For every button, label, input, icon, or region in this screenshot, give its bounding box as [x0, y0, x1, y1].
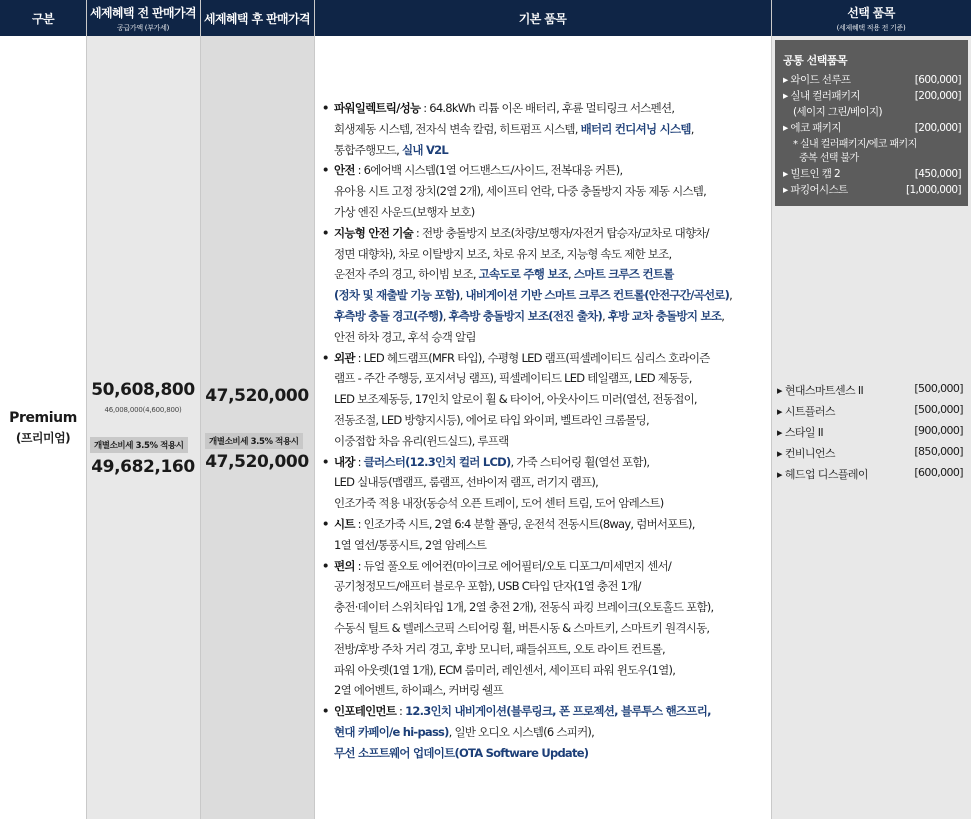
header-price-before-label: 세제혜택 전 판매가격 [89, 5, 197, 20]
price-before: 50,608,800 [91, 380, 195, 400]
feature-text: 유아용 시트 고정 장치(2열 2개), 세이프티 언락, 다중 충돌방지 자동 제동 시스템, [334, 184, 707, 199]
bullet-icon: • [322, 350, 329, 365]
feature-text: 2열 에어벤트, 하이패스, 커버링 쉘프 [334, 683, 504, 698]
option-label: ▸ 현대스마트센스 II [777, 384, 864, 397]
option-price: [600,000] [914, 74, 961, 86]
feature-highlight: 배터리 컨디셔닝 시스템 [580, 121, 691, 136]
option-label: ▸ 실내 컬러패키지 [783, 90, 860, 102]
option-label: ▸ 파킹어시스트 [783, 184, 848, 196]
option-price: [850,000] [914, 445, 963, 458]
basic-items-list [322, 98, 768, 764]
feature-title: 시트 [334, 516, 355, 531]
feature-title: 안전 [334, 163, 355, 178]
feature-text: 정면 대향차), 차로 이탈방지 보조, 차로 유지 보조, 지능형 속도 제한 보조, [334, 246, 672, 261]
price-before-supply: 46,008,000(4,600,800) [104, 406, 182, 414]
feature-highlight: 후측방 충돌방지 보조(전진 출차) [448, 308, 603, 323]
header-price-after [200, 0, 314, 36]
feature-highlight: 내비게이션 기반 스마트 크루즈 컨트롤(안전구간/곡선로) [465, 288, 730, 303]
column-divider [86, 0, 87, 819]
header-basic [314, 0, 771, 36]
feature-text: 회생제동 시스템, 전자식 변속 칼럼, 히트펌프 시스템, [334, 121, 581, 136]
feature-text: : 인조가죽 시트, 2열 6:4 분할 폴딩, 운전석 전동시트(8way, 럼버서포트), [354, 516, 695, 531]
feature-text: , [602, 308, 608, 323]
feature-item [322, 223, 768, 348]
option-label: ▸ 헤드업 디스플레이 [777, 468, 868, 481]
feature-text: 전방/후방 주차 거리 경고, 후방 모니터, 패들쉬프트, 오토 라이트 컨트롤, [334, 641, 665, 656]
trim-name-ko: (프리미엄) [15, 430, 71, 445]
feature-item [322, 348, 768, 452]
feature-item [322, 514, 768, 556]
feature-highlight: 고속도로 주행 보조 [478, 267, 569, 282]
bullet-icon: • [322, 101, 329, 115]
feature-highlight: 실내 V2L [401, 142, 448, 157]
feature-item [322, 98, 768, 160]
feature-text: , [442, 308, 449, 323]
option-price: [500,000] [914, 403, 963, 416]
option-label: ▸ 컨비니언스 [777, 447, 835, 460]
option-price: [200,000] [914, 90, 961, 102]
option-label: ▸ 와이드 선루프 [783, 74, 851, 86]
feature-text: : [354, 454, 364, 469]
bullet-icon: • [322, 225, 329, 240]
feature-text: , [721, 308, 725, 323]
feature-item [322, 701, 768, 763]
feature-highlight: (정차 및 재출발 기능 포함) [334, 288, 460, 303]
option-note: 중복 선택 불가 [799, 153, 859, 164]
feature-text: 인조가죽 적용 내장(동승석 오픈 트레이, 도어 센터 트림, 도어 암레스트) [334, 496, 664, 511]
feature-text: , [729, 288, 733, 303]
feature-highlight: 현대 카페이/e hi-pass) [334, 724, 449, 739]
bullet-icon: • [322, 558, 329, 573]
tax-label-before: 개별소비세 3.5% 적용시 [90, 437, 188, 453]
column-divider [771, 0, 772, 819]
feature-highlight: 스마트 크루즈 컨트롤 [573, 267, 674, 282]
bullet-icon: • [322, 163, 329, 178]
feature-text: : 전방 충돌방지 보조(차량/보행자/자전거 탑승자/교차로 대향차/ [413, 225, 709, 240]
common-options-title: 공통 선택품목 [783, 54, 848, 67]
feature-text: 이중접합 차음 유리(윈드실드), 루프랙 [334, 433, 509, 448]
header-grade-label: 구분 [32, 11, 54, 26]
option-price: [1,000,000] [905, 184, 961, 196]
feature-highlight: 12.3인치 내비게이션(블루링크, 폰 프로젝션, 블루투스 핸즈프리, [405, 704, 711, 719]
option-price: [200,000] [914, 122, 961, 134]
feature-text: : 6에어백 시스템(1열 어드밴스드/사이드, 전복대응 커튼), [354, 163, 623, 178]
option-label: ▸ 빌트인 캠 2 [783, 168, 841, 180]
feature-highlight: 클러스터(12.3인치 컬러 LCD) [363, 454, 511, 469]
feature-text: , [690, 121, 694, 136]
feature-text: 운전자 주의 경고, 하이빔 보조, [334, 267, 479, 282]
feature-text: , 가죽 스티어링 휠(열선 포함), [510, 454, 650, 469]
feature-text: 통합주행모드, [334, 142, 402, 157]
header-options [771, 0, 971, 36]
option-label: ▸ 에코 패키지 [783, 122, 841, 134]
option-label: (세이지 그린/베이지) [793, 106, 883, 118]
header-price-before [86, 0, 200, 36]
feature-text: 파워 아웃렛(1열 1개), ECM 룸미러, 레인센서, 세이프티 파워 윈도우(1열), [334, 662, 676, 677]
feature-text: 충전·데이터 스위치타입 1개, 2열 충전 2개), 전동식 파킹 브레이크(오토홀드 포함), [334, 600, 714, 615]
trim-name-en: Premium [9, 409, 77, 426]
feature-text: , [568, 267, 574, 282]
option-price: [450,000] [914, 168, 961, 180]
feature-text: 전동조절, LED 방향지시등), 에어로 타입 와이퍼, 벨트라인 크롬몰딩, [334, 412, 649, 427]
feature-highlight: 후방 교차 충돌방지 보조 [607, 308, 722, 323]
option-note: * 실내 컬러패키지/에코 패키지 [793, 139, 917, 150]
header-grade [0, 0, 86, 36]
price-before-tax35: 49,682,160 [91, 457, 195, 477]
feature-text: 공기청정모드/애프터 블로우 포함), USB C타입 단자(1열 충전 1개/ [334, 579, 641, 594]
feature-item [322, 160, 768, 222]
option-price: [900,000] [914, 424, 963, 437]
option-label: ▸ 시트플러스 [777, 405, 835, 418]
feature-title: 파워일렉트릭/성능 [334, 101, 421, 115]
price-after-cell [200, 36, 314, 819]
header-price-after-label: 세제혜택 후 판매가격 [203, 11, 311, 26]
price-after-tax35: 47,520,000 [205, 452, 309, 472]
feature-text: 램프 - 주간 주행등, 포지셔닝 램프), 픽셀레이티드 LED 테일램프, LED 제동등, [334, 371, 692, 386]
option-label: ▸ 스타일 II [777, 426, 824, 439]
feature-text: : LED 헤드램프(MFR 타입), 수평형 LED 램프(픽셀레이티드 심리스 호라이즌 [354, 350, 710, 365]
feature-title: 지능형 안전 기술 [334, 225, 414, 240]
tax-label-after: 개별소비세 3.5% 적용시 [205, 433, 303, 449]
grade-cell [0, 36, 86, 819]
feature-text: LED 실내등(맵램프, 룸램프, 선바이저 램프, 러기지 램프), [334, 475, 598, 490]
header-options-sub: (세제혜택 적용 전 기준) [836, 23, 906, 32]
basic-items-cell [314, 36, 771, 819]
feature-text: : [396, 704, 406, 719]
feature-text: , 일반 오디오 시스템(6 스피커), [448, 724, 595, 739]
column-divider [314, 0, 315, 819]
table-header [0, 0, 971, 36]
feature-text: : 듀얼 풀오토 에어컨(마이크로 에어필터/오토 디포그/미세먼지 센서/ [354, 558, 671, 573]
header-basic-label: 기본 품목 [518, 11, 567, 26]
feature-title: 편의 [334, 558, 355, 573]
feature-text: 1열 열선/통풍시트, 2열 암레스트 [334, 537, 487, 552]
feature-text: LED 보조제동등, 17인치 알로이 휠 & 타이어, 아웃사이드 미러(열선, 전동접이, [334, 392, 697, 407]
bullet-icon: • [322, 454, 329, 469]
price-before-cell [86, 36, 200, 819]
feature-text: 수동식 틸트 & 텔레스코픽 스티어링 휠, 버튼시동 & 스마트키, 스마트키 원격시동, [334, 620, 710, 635]
feature-text: 안전 하차 경고, 후석 승객 알림 [334, 329, 476, 344]
feature-title: 외관 [334, 350, 355, 365]
feature-highlight: 무선 소프트웨어 업데이트(OTA Software Update) [334, 745, 589, 760]
feature-item [322, 556, 768, 702]
feature-item [322, 452, 768, 514]
feature-title: 인포테인먼트 [334, 704, 397, 719]
feature-title: 내장 [334, 454, 355, 469]
price-after: 47,520,000 [205, 386, 309, 406]
feature-text: : 64.8kWh 리튬 이온 배터리, 후륜 멀티링크 서스펜션, [420, 101, 675, 115]
common-options-box [775, 40, 968, 206]
option-price: [600,000] [914, 466, 963, 479]
option-price: [500,000] [914, 382, 963, 395]
feature-text: 가상 엔진 사운드(보행자 보호) [334, 204, 475, 219]
bullet-icon: • [322, 704, 329, 719]
feature-text: , [459, 288, 466, 303]
header-price-before-sub: 공급가액 (부가세) [116, 23, 170, 32]
feature-highlight: 후측방 충돌 경고(주행) [334, 308, 443, 323]
header-options-label: 선택 품목 [847, 5, 895, 20]
bullet-icon: • [322, 516, 329, 531]
options-cell [771, 36, 971, 819]
column-divider [200, 0, 201, 819]
